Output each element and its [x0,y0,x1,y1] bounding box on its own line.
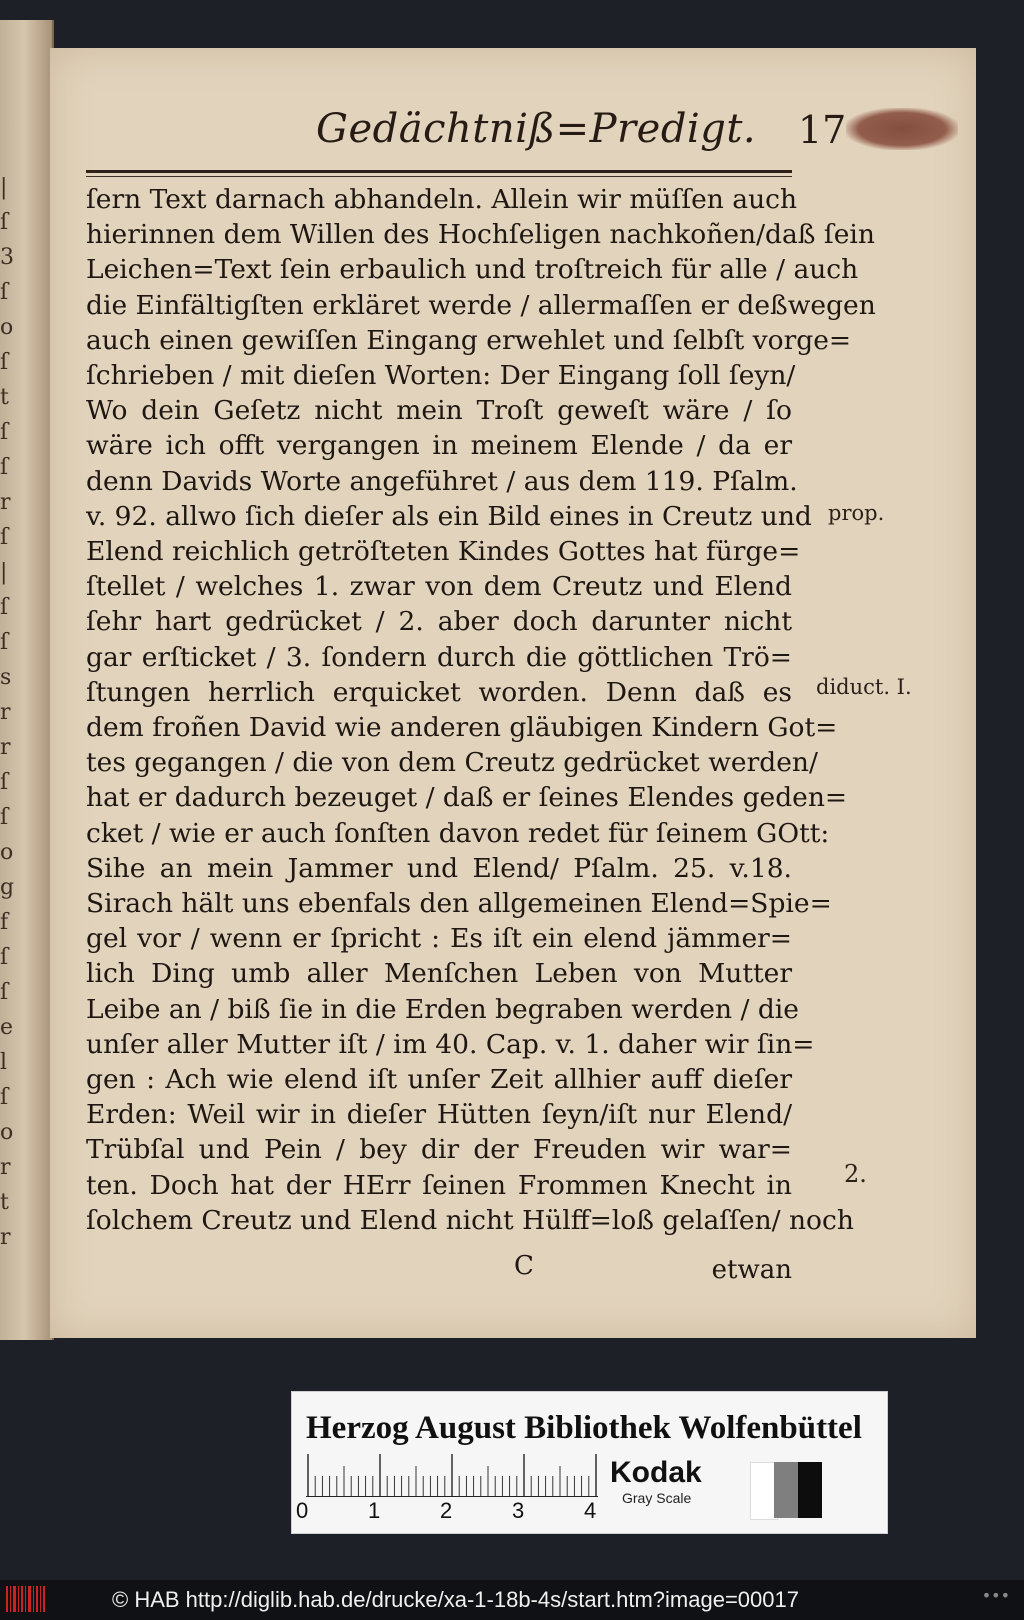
prev-page-mark: ſ [0,420,9,445]
page-number: 17 [798,108,847,152]
prev-page-mark: ſ [0,595,9,620]
ruler-number: 2 [440,1498,453,1523]
kodak-logo: Kodak [610,1456,702,1489]
text-line: die Einfältigſten erkläret werde / allermaſſen er deßwegen [86,289,876,321]
margin-note-deductio: diduct. I. [816,675,912,699]
ruler-ticks [306,1454,598,1496]
margin-note-propositio: prop. [828,501,885,525]
prev-page-mark: ſ [0,805,9,830]
ruler-number: 1 [368,1498,381,1523]
prev-page-mark: ſ [0,770,9,795]
prev-page-mark: r [0,735,11,760]
text-line: hierinnen dem Willen des Hochſeligen nachkoñen/daß ſein [86,219,875,251]
text-line: gel vor / wenn er ſpricht : Es iſt ein elend jämmer= [86,923,792,955]
prev-page-mark: ſ [0,455,9,480]
prev-page-mark: s [0,665,12,690]
prev-page-mark: e [0,1015,14,1040]
color-calibration-card [291,1391,888,1534]
text-line: ſtellet / welches 1. zwar von dem Creutz und Elend [86,571,792,603]
prev-page-mark: o [0,840,14,865]
prev-page-mark: g [0,875,15,900]
prev-page-mark: l [0,1050,8,1075]
copyright-url[interactable]: © HAB http://diglib.hab.de/drucke/xa-1-18b-4s/start.htm?image=00017 [112,1587,799,1612]
prev-page-mark: ſ [0,980,9,1005]
text-line: cket / wie er auch ſonſten davon redet für ſeinem GOtt: [86,817,830,849]
prev-page-mark: t [0,385,9,410]
prev-page-mark: r [0,490,11,515]
catchword: etwan [711,1255,792,1285]
prev-page-mark: r [0,1155,11,1180]
prev-page-mark: r [0,700,11,725]
prev-page-mark: o [0,315,14,340]
prev-page-mark: t [0,1190,9,1215]
catchword-line [86,1251,792,1291]
text-line: hat er dadurch bezeuget / daß er ſeines Elendes geden= [86,782,848,814]
text-line: ſern Text darnach abhandeln. Allein wir müſſen auch [86,184,798,215]
prev-page-mark: f [0,910,9,935]
barcode-icon [6,1586,46,1612]
running-head: Gedächtniß=Predigt. [316,106,757,152]
measurement-ruler [306,1454,598,1497]
signature-mark: C [514,1251,534,1281]
previous-page-edge [0,20,54,1340]
prev-page-mark: ſ [0,630,9,655]
text-line: tes gegangen / die von dem Creutz gedrücket werden/ [86,747,818,779]
black-patch [798,1462,822,1518]
library-name: Herzog August Bibliothek Wolfenbüttel [306,1410,862,1446]
text-line: gar erſticket / 3. ſondern durch die göttlichen Trö= [86,641,792,673]
text-line: Wo dein Geſetz nicht mein Troſt geweſt wäre / ſo [86,395,792,427]
text-line: Leibe an / biß ſie in die Erden begraben werden / die [86,993,799,1025]
text-line: ſchrieben / mit dieſen Worten: Der Eingang ſoll ſeyn/ [86,360,796,392]
ink-stain [846,108,958,150]
prev-page-mark: ſ [0,280,9,305]
text-line: unſer aller Mutter iſt / im 40. Cap. v. 1. daher wir ſin= [86,1028,815,1060]
text-line: lich Ding umb aller Menſchen Leben von Mutter [86,958,792,990]
header-rule [86,170,792,173]
more-options-icon[interactable]: ••• [981,1586,1010,1605]
text-line: Trübſal und Pein / bey dir der Freuden wir war= [86,1134,792,1166]
ruler-number: 0 [296,1498,309,1523]
text-line: Sihe an mein Jammer und Elend/ Pſalm. 25. v.18. [86,852,792,884]
text-line: auch einen gewiſſen Eingang erwehlet und ſelbſt vorge= [86,324,852,356]
text-line: Sirach hält uns ebenfals den allgemeinen Elend=Spie= [86,888,832,920]
text-line: denn Davids Worte angeführet / aus dem 119. Pſalm. [86,465,798,497]
book-page [50,48,976,1338]
ruler-number: 4 [584,1498,597,1523]
prev-page-mark: ſ [0,945,9,970]
prev-page-mark: ſ [0,525,9,550]
page-header [86,106,846,166]
previous-page-marks [0,20,20,1490]
prev-page-mark: 3 [0,245,14,270]
prev-page-mark: | [0,175,8,200]
text-line: dem froñen David wie anderen gläubigen Kindern Got= [86,712,838,744]
viewer-footer [0,1580,1024,1620]
text-line: v. 92. allwo ſich dieſer als ein Bild eines in Creutz und [86,500,812,532]
text-line: ſolchem Creutz und Elend nicht Hülff=loß gelaſſen/ noch [86,1204,854,1236]
gray-scale-label: Gray Scale [622,1490,692,1506]
text-line: gen : Ach wie elend iſt unſer Zeit allhier auff dieſer [86,1064,792,1096]
text-line: Elend reichlich getröſteten Kindes Gottes hat fürge= [86,536,801,568]
text-line: ſtungen herrlich erquicket worden. Denn daß es [86,676,792,708]
ruler-number: 3 [512,1498,525,1523]
prev-page-mark: ſ [0,350,9,375]
text-line: ſehr hart gedrücket / 2. aber doch darunter nicht [86,606,792,638]
gray-patch [774,1462,798,1518]
prev-page-mark: | [0,560,8,585]
prev-page-mark: ſ [0,210,9,235]
prev-page-mark: r [0,1225,11,1250]
margin-note-two: 2. [844,1160,867,1188]
prev-page-mark: ſ [0,1085,9,1110]
text-line: wäre ich offt vergangen in meinem Elende / da er [86,430,792,462]
ruler-numbers [296,1498,596,1524]
text-line: Erden: Weil wir in dieſer Hütten ſeyn/iſt nur Elend/ [86,1099,792,1131]
prev-page-mark: o [0,1120,14,1145]
text-line: Leichen=Text ſein erbaulich und troſtreich für alle / auch [86,254,859,286]
header-rule-thin [86,176,792,177]
text-line: ten. Doch hat der HErr ſeinen Frommen Knecht in [86,1169,792,1201]
